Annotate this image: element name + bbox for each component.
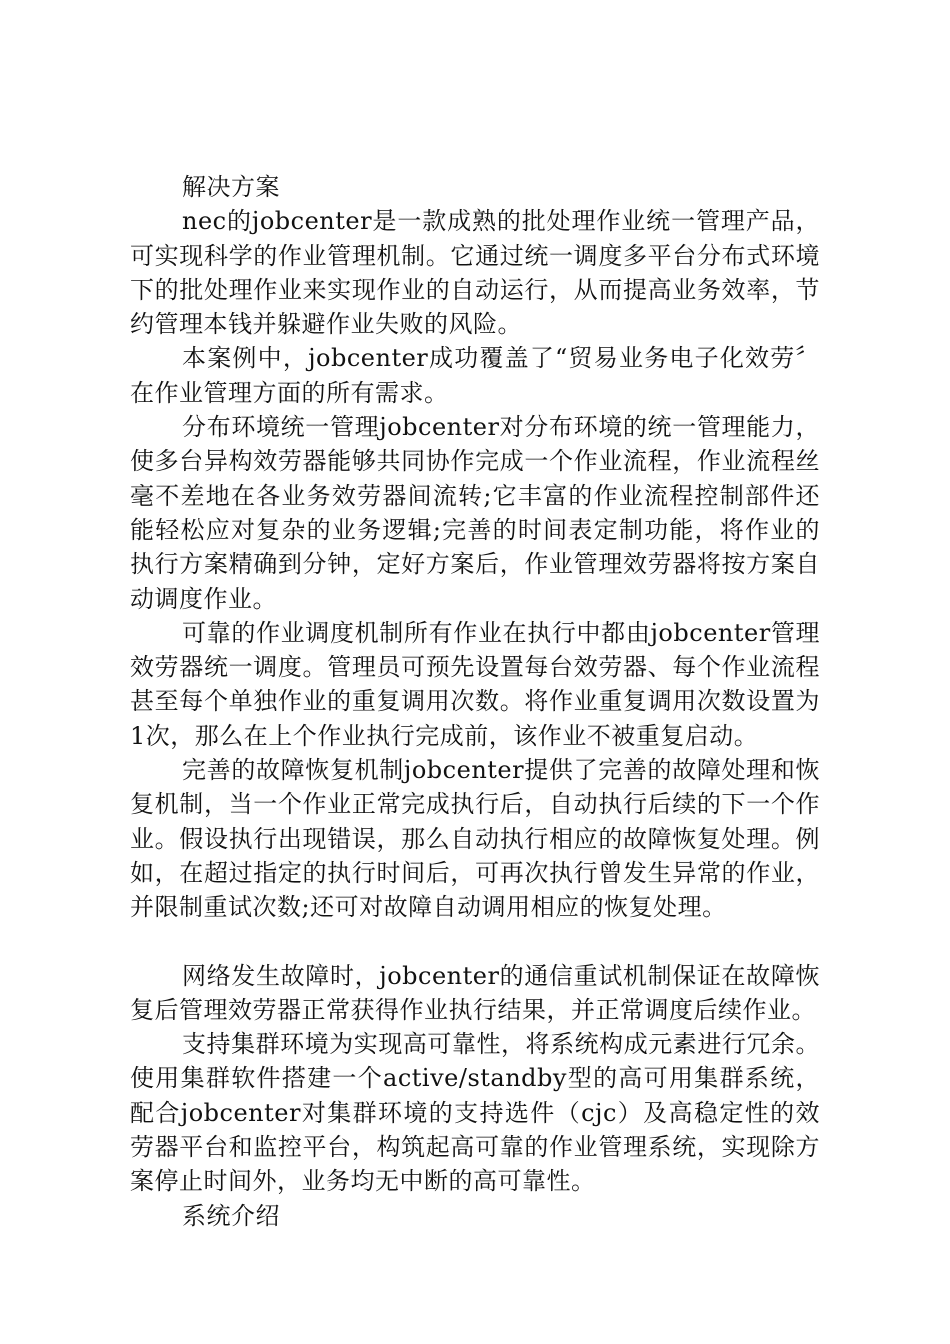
document-body [130, 170, 820, 1233]
paragraph-fault-recovery: 完善的故障恢复机制jobcenter提供了完善的故障处理和恢复机制，当一个作业正常完成执行后，自动执行后续的下一个作业。假设执行出现错误，那么自动执行相应的故障恢复处理。例如，在超过指定的执行时间后，可再次执行曾发生异常的作业，并限制重试次数;还可对故障自动调用相应的恢复处理。 [130, 756, 820, 922]
section-heading-solution: 解决方案 [182, 173, 280, 201]
section-heading-system-intro: 系统介绍 [182, 1201, 280, 1230]
paragraph-scheduling: 可靠的作业调度机制所有作业在执行中都由jobcenter管理效劳器统一调度。管理员可预先设置每台效劳器、每个作业流程甚至每个单独作业的重复调用次数。将作业重复调用次数设置为1次，那么在上个作业执行完成前，该作业不被重复启动。 [130, 618, 820, 750]
paragraph-distributed-management: 分布环境统一管理jobcenter对分布环境的统一管理能力，使多台异构效劳器能够共同协作完成一个作业流程，作业流程丝毫不差地在各业务效劳器间流转;它丰富的作业流程控制部件还能轻松应对复杂的业务逻辑;完善的时间表定制功能，将作业的执行方案精确到分钟，定好方案后，作业管理效劳器将按方案自动调度作业。 [130, 413, 820, 613]
paragraph-cluster-support: 支持集群环境为实现高可靠性，将系统构成元素进行冗余。使用集群软件搭建一个active/standby型的高可用集群系统，配合jobcenter对集群环境的支持选件（cjc）及高稳定性的效劳器平台和监控平台，构筑起高可靠的作业管理系统，实现除方案停止时间外，业务均无中断的高可靠性。 [130, 1030, 820, 1196]
paragraph-case: 本案例中，jobcenter成功覆盖了“贸易业务电子化效劳〞在作业管理方面的所有需求。 [130, 344, 820, 407]
paragraph-network-fault: 网络发生故障时，jobcenter的通信重试机制保证在故障恢复后管理效劳器正常获得作业执行结果，并正常调度后续作业。 [130, 961, 820, 1024]
paragraph-intro: nec的jobcenter是一款成熟的批处理作业统一管理产品，可实现科学的作业管理机制。它通过统一调度多平台分布式环境下的批处理作业来实现作业的自动运行，从而提高业务效率，节约管理本钱并躲避作业失败的风险。 [130, 207, 820, 339]
